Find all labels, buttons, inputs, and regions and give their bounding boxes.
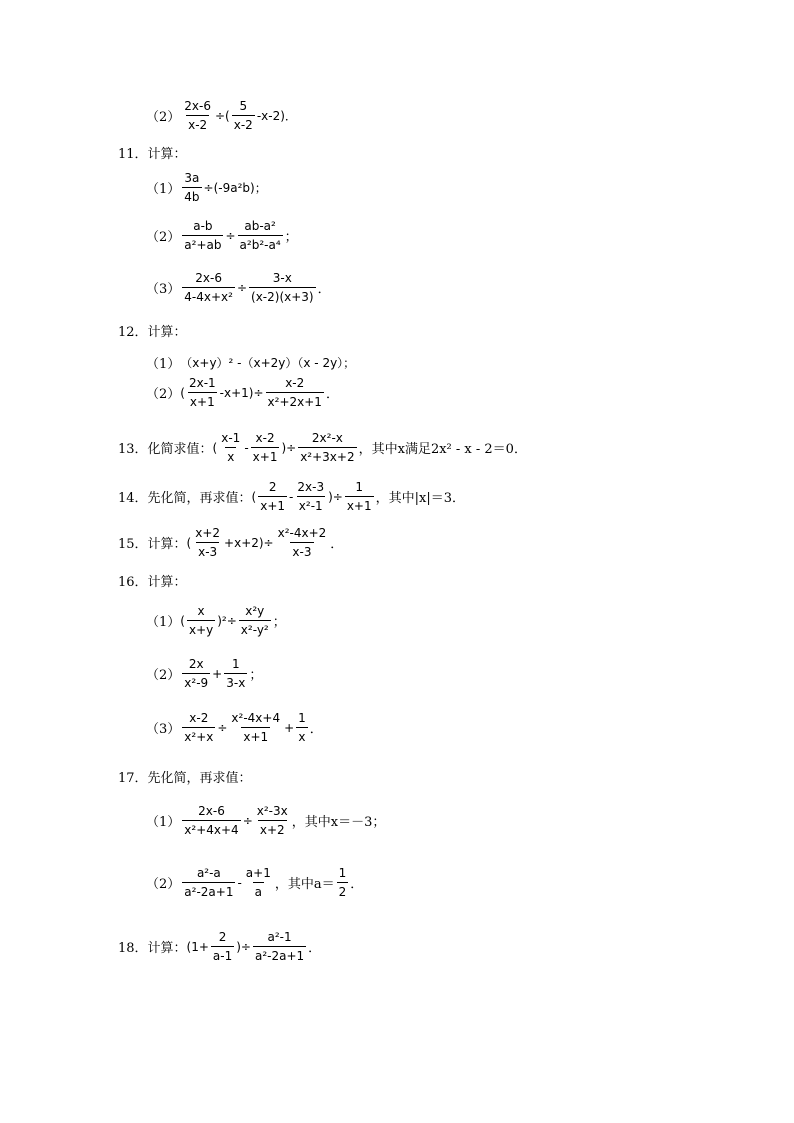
item-label: （2） — [146, 110, 181, 125]
fraction: 2x x²-9 — [184, 657, 209, 690]
fraction: $\frac{2x-6}{x-2}$ — [184, 99, 211, 132]
problem-16-part-2: （2） 2x x²-9 + $\frac{1}{3-x}$ ； — [146, 657, 263, 690]
problem-10-part-2: （2） $\frac{2x-6}{x-2}$ ÷ ( 5 x-2 -x-2)． — [146, 99, 297, 132]
fraction: x+2 x-3 — [195, 526, 221, 559]
fraction: $\frac{x-2}{\text{x²+x}}$ — [184, 711, 214, 744]
problem-16-part-1: （1） ( x x+y )²÷ $\frac{\text{x²y}}{\text{x²-y²}}$ ； — [146, 604, 286, 637]
problem-14: 14．先化简，再求值： ( 2 x+1 - 2x-3 x²-1 )÷ $\frac{1}{x+1}$ ，其中|x|＝3． — [118, 480, 465, 513]
fraction: $\frac{\text{ab-a²}}{\text{a²b²-a⁴}}$ — [239, 219, 281, 252]
problem-12-part-2: （2） ( 2x-1 x+1 -x+1)÷ $\frac{x-2}{\text{x²+2x+1}}$ ． — [146, 376, 339, 409]
fraction: $\frac{3-x}{(x-2)(x+3)}$ — [251, 271, 314, 304]
fraction: $\frac{\text{2x²-x}}{\text{x²+3x+2}}$ — [300, 431, 355, 464]
fraction: $\frac{1}{x+1}$ — [346, 480, 372, 513]
problem-16-part-3: （3） $\frac{x-2}{\text{x²+x}}$ ÷ $\frac{\text{x²-4x+4}}{x+1}$ + $\frac{1}{x}$ ． — [146, 711, 323, 744]
fraction: $\frac{\text{a²-1}}{\text{a²-2a+1}}$ — [255, 930, 305, 963]
fraction: 2 x+1 — [260, 480, 286, 513]
fraction: $\frac{x-2}{\text{x²+2x+1}}$ — [267, 376, 322, 409]
fraction: 5 x-2 — [233, 99, 253, 132]
problem-12-heading: 12．计算： — [118, 325, 187, 340]
fraction: 1 2 — [338, 866, 347, 899]
fraction: $\frac{1}{x}$ — [298, 711, 306, 744]
fraction: $\frac{\text{x²y}}{\text{x²-y²}}$ — [240, 604, 269, 637]
problem-11-part-3: （3） $\frac{2x-6}{\text{4-4x+x²}}$ ÷ $\frac{3-x}{(x-2)(x+3)}$ ． — [146, 271, 331, 304]
fraction: $\frac{\text{x²-3x}}{x+2}$ — [256, 804, 288, 837]
fraction: 2x-3 x²-1 — [297, 480, 325, 513]
fraction: 2x-1 x+1 — [188, 376, 216, 409]
problem-15: 15．计算： ( x+2 x-3 +x+2)÷ $\frac{\text{x²-4x+2}}{x-3}$ ． — [118, 526, 344, 559]
problem-17-heading: 17．先化简，再求值： — [118, 771, 252, 786]
fraction: x-1 x — [221, 431, 241, 464]
fraction: $\frac{2x-6}{\text{4-4x+x²}}$ — [184, 271, 233, 304]
fraction: $\frac{2}{a-1}$ — [212, 930, 233, 963]
problem-11-heading: 11．计算： — [118, 147, 187, 162]
problem-16-heading: 16．计算： — [118, 575, 187, 590]
fraction: a²-a a²-2a+1 — [184, 866, 234, 899]
problem-13: 13．化简求值： ( x-1 x - x-2 x+1 )÷ $\frac{\text{2x²-x}}{\text{x²+3x+2}}$ ，其中x满足2x² - x - 2＝0． — [118, 431, 527, 464]
problem-11-part-2: （2） $\frac{a-b}{\text{a²+ab}}$ ÷ $\frac{\text{ab-a²}}{\text{a²b²-a⁴}}$ ； — [146, 219, 298, 252]
fraction: a+1 a — [245, 866, 271, 899]
problem-12-part-1: （1） （x+y）² -（x+2y）（x - 2y）； — [146, 356, 356, 372]
fraction: $\frac{\text{x²-4x+4}}{x+1}$ — [231, 711, 281, 744]
problem-17-part-1: （1） $\frac{2x-6}{\text{x²+4x+4}}$ ÷ $\frac{\text{x²-3x}}{x+2}$ ，其中x＝－3； — [146, 804, 386, 837]
fraction: $\frac{a-b}{\text{a²+ab}}$ — [184, 219, 222, 252]
problem-18: 18．计算： (1+ $\frac{2}{a-1}$ )÷ $\frac{\text{a²-1}}{\text{a²-2a+1}}$ ． — [118, 930, 322, 963]
fraction: $\frac{2x-6}{\text{x²+4x+4}}$ — [184, 804, 239, 837]
problem-17-part-2: （2） a²-a a²-2a+1 - a+1 a ，其中a＝ 1 2 ． — [146, 866, 364, 899]
fraction: x x+y — [188, 604, 214, 637]
fraction: $\frac{\text{x²-4x+2}}{x-3}$ — [277, 526, 327, 559]
fraction: $\frac{1}{3-x}$ — [226, 657, 246, 690]
fraction: $\frac{3a}{4b}$ — [184, 171, 200, 204]
problem-11-part-1: （1） $\frac{3a}{4b}$ ÷(-9a²b)； — [146, 171, 267, 204]
fraction: x-2 x+1 — [252, 431, 278, 464]
